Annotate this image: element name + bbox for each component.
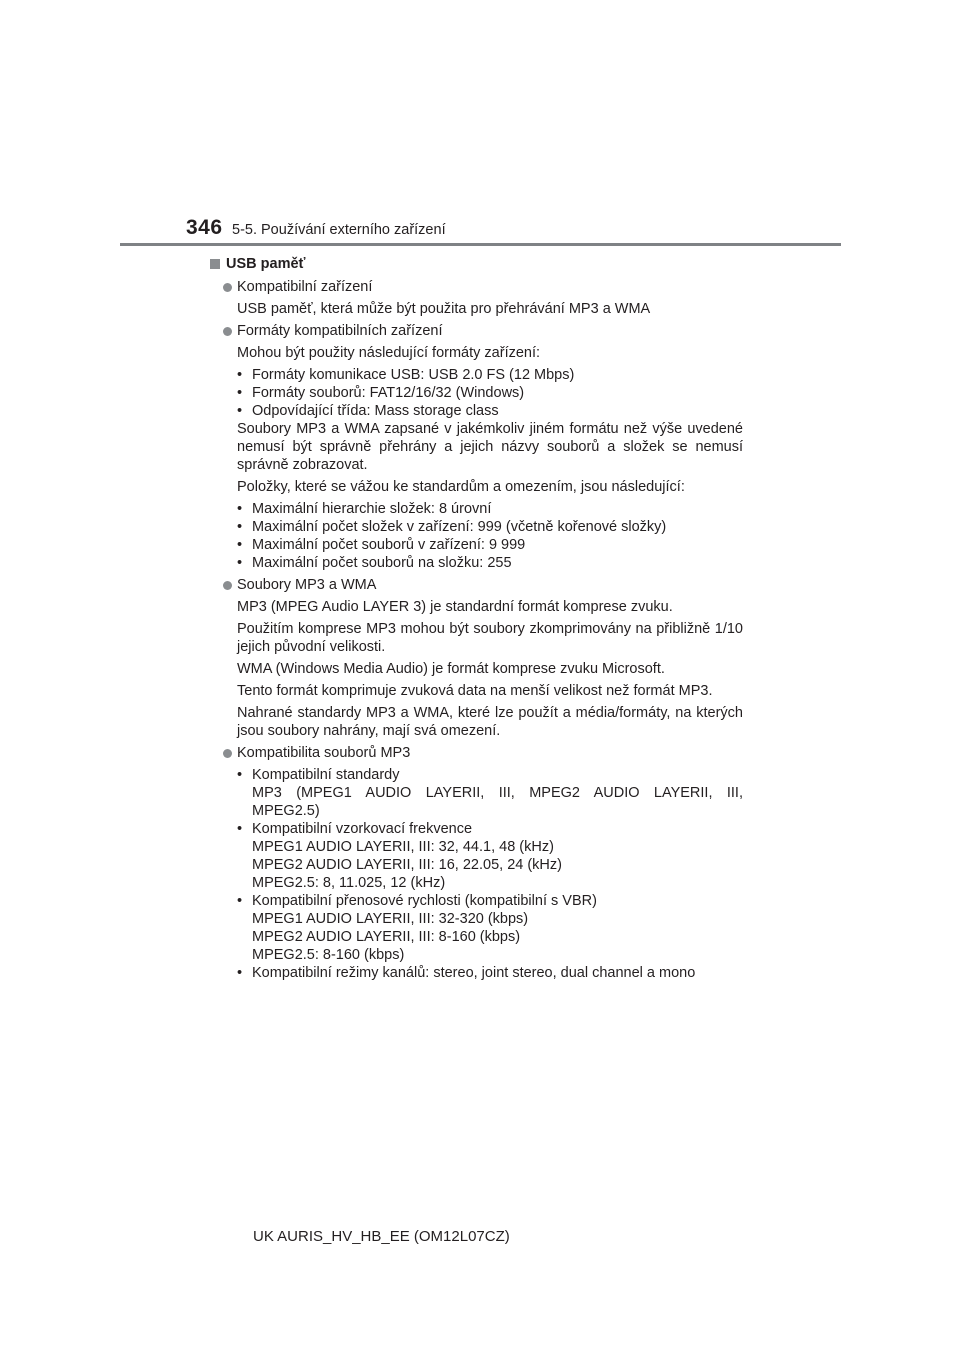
item-line: MPEG2.5: 8, 11.025, 12 (kHz) bbox=[252, 875, 446, 891]
list-item: • Formáty komunikace USB: USB 2.0 FS (12 Mbps) bbox=[237, 367, 575, 383]
item-line: MPEG1 AUDIO LAYERII, III: 32-320 (kbps) bbox=[252, 911, 529, 927]
item-label: Kompatibilní přenosové rychlosti (kompatibilní s VBR) bbox=[252, 893, 597, 909]
page-content bbox=[210, 255, 750, 986]
list-item: • Maximální počet souborů na složku: 255 bbox=[237, 555, 512, 571]
paragraph: Tento formát komprimuje zvuková data na menší velikost než formát MP3. bbox=[237, 683, 713, 699]
list-item: • Kompatibilní přenosové rychlosti (kompatibilní s VBR) MPEG1 AUDIO LAYERII, III: 32-320 (kbps) MPEG2 AUDIO LAYERII, III: 8-160 (kbps) MPEG2.5: 8-160 (kbps) bbox=[237, 892, 743, 964]
list-item: • Maximální počet složek v zařízení: 999 (včetně kořenové složky) bbox=[237, 519, 667, 535]
topic-title: Kompatibilita souborů MP3 bbox=[237, 745, 411, 761]
item-label: Kompatibilní standardy bbox=[252, 767, 400, 783]
bullet-list bbox=[237, 500, 743, 572]
header-divider bbox=[120, 243, 841, 246]
heading-text: USB paměť bbox=[226, 256, 306, 272]
topic-mp3-compatibility bbox=[223, 744, 750, 762]
circle-bullet-icon bbox=[223, 327, 232, 336]
footer-model-code: UK AURIS_HV_HB_EE (OM12L07CZ) bbox=[253, 1228, 510, 1245]
paragraph: Mohou být použity následující formáty zařízení: bbox=[237, 345, 541, 361]
topic-mp3-wma-files bbox=[223, 576, 750, 594]
circle-bullet-icon bbox=[223, 749, 232, 758]
list-item: • Odpovídající třída: Mass storage class bbox=[237, 403, 499, 419]
circle-bullet-icon bbox=[223, 283, 232, 292]
item-line: MPEG2.5) bbox=[252, 803, 320, 819]
section-title: 5-5. Používání externího zařízení bbox=[232, 222, 446, 238]
paragraph: USB paměť, která může být použita pro přehrávání MP3 a WMA bbox=[237, 301, 651, 317]
list-item: • Kompatibilní standardy MP3 (MPEG1 AUDIO LAYERII, III, MPEG2 AUDIO LAYERII, III, MPEG2.5) bbox=[237, 767, 743, 819]
paragraph: Nahrané standardy MP3 a WMA, které lze použít a média/formáty, na kterých jsou soubory nahrány, mají svá omezení. bbox=[237, 705, 743, 739]
square-bullet-icon bbox=[210, 259, 220, 269]
list-item: • Kompatibilní vzorkovací frekvence MPEG1 AUDIO LAYERII, III: 32, 44.1, 48 (kHz) MPEG2 AUDIO LAYERII, III: 16, 22.05, 24 (kHz) MPEG2.5: 8, 11.025, 12 (kHz) bbox=[237, 820, 743, 892]
item-line: MPEG2 AUDIO LAYERII, III: 16, 22.05, 24 (kHz) bbox=[252, 857, 562, 873]
circle-bullet-icon bbox=[223, 581, 232, 590]
bullet-list bbox=[237, 766, 743, 982]
note-text: Soubory MP3 a WMA zapsané v jakémkoliv jiném formátu než výše uvedené nemusí být správně přehrány a jejich názvy souborů a složek se nemusí správně zobrazovat. bbox=[237, 421, 743, 473]
section-heading bbox=[210, 255, 750, 273]
paragraph: MP3 (MPEG Audio LAYER 3) je standardní formát komprese zvuku. bbox=[237, 599, 673, 615]
list-item: • Maximální hierarchie složek: 8 úrovní bbox=[237, 501, 492, 517]
topic-device-formats bbox=[223, 322, 750, 340]
paragraph: WMA (Windows Media Audio) je formát komprese zvuku Microsoft. bbox=[237, 661, 665, 677]
item-line: MPEG2.5: 8-160 (kbps) bbox=[252, 947, 405, 963]
topic-title: Kompatibilní zařízení bbox=[237, 279, 373, 295]
item-line: MPEG2 AUDIO LAYERII, III: 8-160 (kbps) bbox=[252, 929, 521, 945]
page-header bbox=[0, 0, 960, 250]
topic-title: Formáty kompatibilních zařízení bbox=[237, 323, 443, 339]
item-label: Kompatibilní vzorkovací frekvence bbox=[252, 821, 473, 837]
list-item: • Kompatibilní režimy kanálů: stereo, joint stereo, dual channel a mono bbox=[237, 964, 743, 982]
page-number: 346 bbox=[186, 216, 223, 239]
topic-title: Soubory MP3 a WMA bbox=[237, 577, 377, 593]
paragraph: Použitím komprese MP3 mohou být soubory zkomprimovány na přibližně 1/10 jejich původní velikosti. bbox=[237, 621, 743, 655]
bullet-list bbox=[237, 366, 743, 474]
list-item: • Maximální počet souborů v zařízení: 9 999 bbox=[237, 537, 526, 553]
item-label: Kompatibilní režimy kanálů: stereo, joint stereo, dual channel a mono bbox=[252, 965, 696, 981]
list-item: • Formáty souborů: FAT12/16/32 (Windows) bbox=[237, 385, 525, 401]
item-line: MPEG1 AUDIO LAYERII, III: 32, 44.1, 48 (kHz) bbox=[252, 839, 554, 855]
paragraph: Položky, které se vážou ke standardům a omezením, jsou následující: bbox=[237, 479, 685, 495]
topic-compatible-devices bbox=[223, 278, 750, 296]
item-line: MP3 (MPEG1 AUDIO LAYERII, III, MPEG2 AUDIO LAYERII, III, bbox=[252, 785, 743, 801]
